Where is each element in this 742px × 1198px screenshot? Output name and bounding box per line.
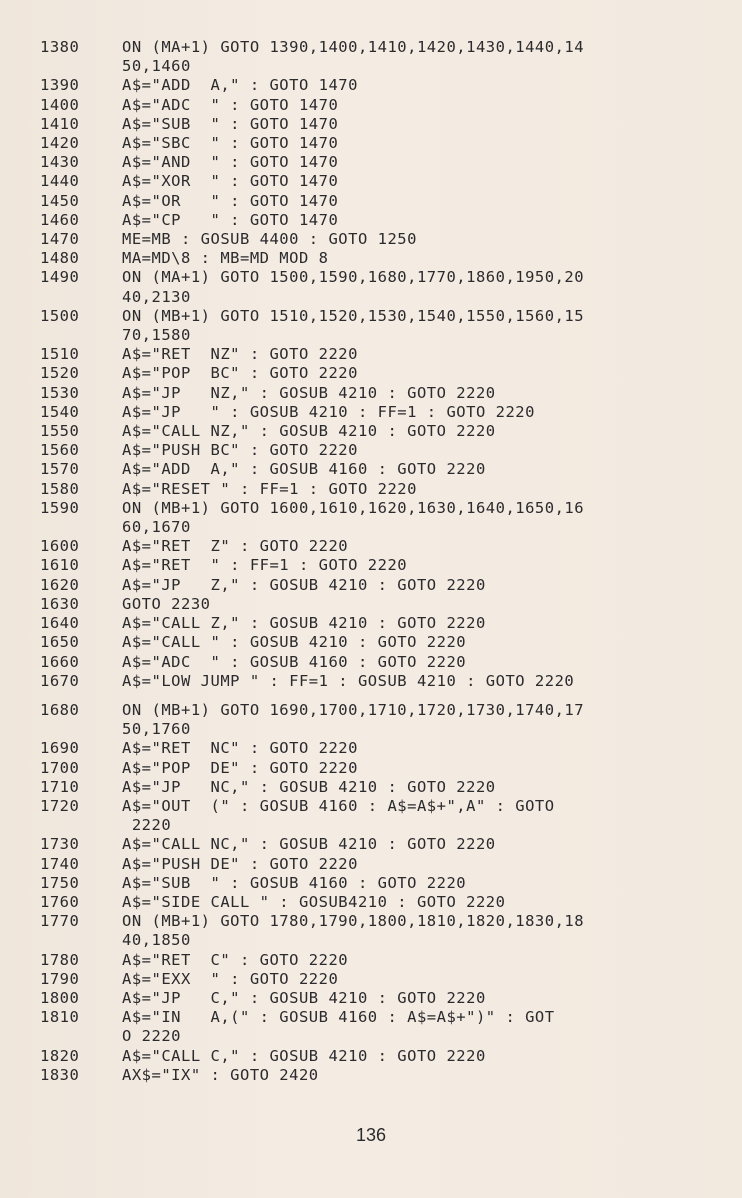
page-number: 136 — [355, 1125, 387, 1145]
code-line — [40, 460, 730, 479]
code-line — [40, 38, 730, 76]
code-line — [40, 403, 730, 422]
statement-text: A$="JP NC," : GOSUB 4210 : GOTO 2220 — [122, 777, 496, 796]
line-number: 1630 — [40, 594, 80, 613]
statement-text: A$="CALL NZ," : GOSUB 4210 : GOTO 2220 — [122, 422, 496, 441]
statement-text: A$="RET NC" : GOTO 2220 — [122, 739, 358, 758]
statement-text: A$="RESET " : FF=1 : GOTO 2220 — [122, 479, 417, 498]
code-line — [40, 249, 730, 268]
statement-text: A$="LOW JUMP " : FF=1 : GOSUB 4210 : GOTO 2220 — [122, 671, 575, 690]
line-number: 1550 — [40, 422, 80, 441]
statement-text: A$="PUSH DE" : GOTO 2220 — [122, 854, 358, 873]
line-number: 1760 — [40, 892, 80, 911]
line-number: 1790 — [40, 969, 80, 988]
code-line — [40, 364, 730, 383]
code-line — [40, 230, 730, 249]
line-number: 1480 — [40, 249, 80, 268]
code-line — [40, 345, 730, 364]
statement-text: ON (MA+1) GOTO 1390,1400,1410,1420,1430,1440,14 50,1460 — [122, 38, 585, 76]
statement-text: A$="ADC " : GOSUB 4160 : GOTO 2220 — [122, 652, 467, 671]
statement-text: A$="EXX " : GOTO 2220 — [122, 969, 339, 988]
line-number: 1640 — [40, 614, 80, 633]
statement-text: A$="JP " : GOSUB 4210 : FF=1 : GOTO 2220 — [122, 402, 535, 421]
code-line — [40, 759, 730, 778]
line-number: 1830 — [40, 1065, 80, 1084]
line-number: 1700 — [40, 758, 80, 777]
statement-text: A$="CALL " : GOSUB 4210 : GOTO 2220 — [122, 633, 467, 652]
statement-text: A$="RET NZ" : GOTO 2220 — [122, 345, 358, 364]
code-line — [40, 739, 730, 758]
code-line — [40, 172, 730, 191]
statement-text: A$="CALL C," : GOSUB 4210 : GOTO 2220 — [122, 1046, 486, 1065]
code-line — [40, 874, 730, 893]
line-number: 1750 — [40, 873, 80, 892]
code-line — [40, 855, 730, 874]
statement-text: ON (MB+1) GOTO 1780,1790,1800,1810,1820,1830,18 40,1850 — [122, 912, 585, 950]
line-number: 1470 — [40, 230, 80, 249]
code-line — [40, 576, 730, 595]
statement-text: ON (MB+1) GOTO 1600,1610,1620,1630,1640,1650,16 60,1670 — [122, 498, 585, 537]
statement-text: MA=MD\8 : MB=MD MOD 8 — [122, 249, 329, 268]
line-number: 1710 — [40, 777, 80, 796]
statement-text: A$="IN A,(" : GOSUB 4160 : A$=A$+")" : GOT O 2220 — [122, 1008, 555, 1046]
line-number: 1610 — [40, 556, 80, 575]
statement-text: ON (MB+1) GOTO 1690,1700,1710,1720,1730,1740,17 50,1760 — [122, 700, 585, 739]
statement-text: A$="JP Z," : GOSUB 4210 : GOTO 2220 — [122, 575, 486, 594]
statement-text: ME=MB : GOSUB 4400 : GOTO 1250 — [122, 230, 417, 249]
statement-text: A$="CALL NC," : GOSUB 4210 : GOTO 2220 — [122, 835, 496, 854]
line-number: 1400 — [40, 95, 80, 114]
line-number: 1540 — [40, 402, 80, 421]
line-number: 1590 — [40, 498, 80, 517]
code-line — [40, 422, 730, 441]
code-line — [40, 1008, 730, 1046]
statement-text: A$="ADD A," : GOTO 1470 — [122, 76, 358, 95]
code-line — [40, 595, 730, 614]
statement-text: A$="POP BC" : GOTO 2220 — [122, 364, 358, 383]
line-number: 1810 — [40, 1008, 80, 1027]
statement-text: A$="SUB " : GOTO 1470 — [122, 114, 339, 133]
statement-text: AX$="IX" : GOTO 2420 — [122, 1065, 319, 1084]
line-number: 1390 — [40, 76, 80, 95]
line-number: 1690 — [40, 739, 80, 758]
code-line — [40, 653, 730, 672]
line-number: 1600 — [40, 537, 80, 556]
code-line — [40, 701, 730, 739]
code-line — [40, 211, 730, 230]
statement-text: GOTO 2230 — [122, 594, 211, 613]
code-line — [40, 153, 730, 172]
statement-text: A$="JP NZ," : GOSUB 4210 : GOTO 2220 — [122, 383, 496, 402]
code-line — [40, 633, 730, 652]
code-line — [40, 441, 730, 460]
statement-text: A$="RET Z" : GOTO 2220 — [122, 537, 349, 556]
line-number: 1560 — [40, 441, 80, 460]
statement-text: ON (MB+1) GOTO 1510,1520,1530,1540,1550,1560,15 70,1580 — [122, 306, 585, 345]
statement-text: A$="SIDE CALL " : GOSUB4210 : GOTO 2220 — [122, 892, 506, 911]
statement-text: A$="CALL Z," : GOSUB 4210 : GOTO 2220 — [122, 614, 486, 633]
code-line — [40, 134, 730, 153]
statement-text: A$="SUB " : GOSUB 4160 : GOTO 2220 — [122, 873, 467, 892]
line-number: 1430 — [40, 153, 80, 172]
code-line — [40, 1066, 730, 1085]
code-line — [40, 76, 730, 95]
line-number: 1580 — [40, 479, 80, 498]
line-number: 1660 — [40, 652, 80, 671]
line-number: 1460 — [40, 210, 80, 229]
line-number: 1770 — [40, 912, 80, 931]
statement-text: A$="CP " : GOTO 1470 — [122, 210, 339, 229]
code-line — [40, 951, 730, 970]
line-number: 1570 — [40, 460, 80, 479]
statement-text: ON (MA+1) GOTO 1500,1590,1680,1770,1860,1950,20 40,2130 — [122, 268, 585, 306]
statement-text: A$="POP DE" : GOTO 2220 — [122, 758, 358, 777]
line-number: 1380 — [40, 38, 80, 56]
code-line — [40, 268, 730, 306]
code-line — [40, 499, 730, 537]
statement-text: A$="AND " : GOTO 1470 — [122, 153, 339, 172]
line-number: 1680 — [40, 700, 80, 719]
line-number: 1510 — [40, 345, 80, 364]
line-number: 1620 — [40, 575, 80, 594]
code-line — [40, 893, 730, 912]
statement-text: A$="JP C," : GOSUB 4210 : GOTO 2220 — [122, 988, 486, 1007]
line-number: 1780 — [40, 950, 80, 969]
code-line — [40, 912, 730, 950]
line-number: 1490 — [40, 268, 80, 287]
statement-text: A$="PUSH BC" : GOTO 2220 — [122, 441, 358, 460]
line-number: 1670 — [40, 671, 80, 690]
line-number: 1650 — [40, 633, 80, 652]
code-line — [40, 537, 730, 556]
line-number: 1450 — [40, 191, 80, 210]
code-line — [40, 989, 730, 1008]
line-number: 1800 — [40, 988, 80, 1007]
code-line — [40, 556, 730, 575]
code-line — [40, 778, 730, 797]
line-number: 1530 — [40, 383, 80, 402]
code-line — [40, 307, 730, 345]
statement-text: A$="RET C" : GOTO 2220 — [122, 950, 349, 969]
line-number: 1500 — [40, 306, 80, 325]
code-line — [40, 835, 730, 854]
statement-text: A$="OR " : GOTO 1470 — [122, 191, 339, 210]
statement-text: A$="XOR " : GOTO 1470 — [122, 172, 339, 191]
code-line — [40, 970, 730, 989]
code-line — [40, 115, 730, 134]
code-line — [40, 384, 730, 403]
statement-text: A$="RET " : FF=1 : GOTO 2220 — [122, 556, 408, 575]
code-line — [40, 96, 730, 115]
line-number: 1520 — [40, 364, 80, 383]
line-number: 1740 — [40, 854, 80, 873]
line-number: 1730 — [40, 835, 80, 854]
line-number: 1420 — [40, 134, 80, 153]
code-line — [40, 1047, 730, 1066]
statement-text: A$="OUT (" : GOSUB 4160 : A$=A$+",A" : GOTO 2220 — [122, 796, 555, 835]
statement-text: A$="ADC " : GOTO 1470 — [122, 95, 339, 114]
code-line — [40, 672, 730, 691]
line-number: 1820 — [40, 1046, 80, 1065]
code-line — [40, 480, 730, 499]
code-line — [40, 614, 730, 633]
basic-program-listing — [40, 38, 730, 1085]
line-number: 1440 — [40, 172, 80, 191]
statement-text: A$="ADD A," : GOSUB 4160 : GOTO 2220 — [122, 460, 486, 479]
statement-text: A$="SBC " : GOTO 1470 — [122, 134, 339, 153]
code-line — [40, 192, 730, 211]
code-line — [40, 797, 730, 835]
line-number: 1410 — [40, 114, 80, 133]
line-number: 1720 — [40, 796, 80, 815]
